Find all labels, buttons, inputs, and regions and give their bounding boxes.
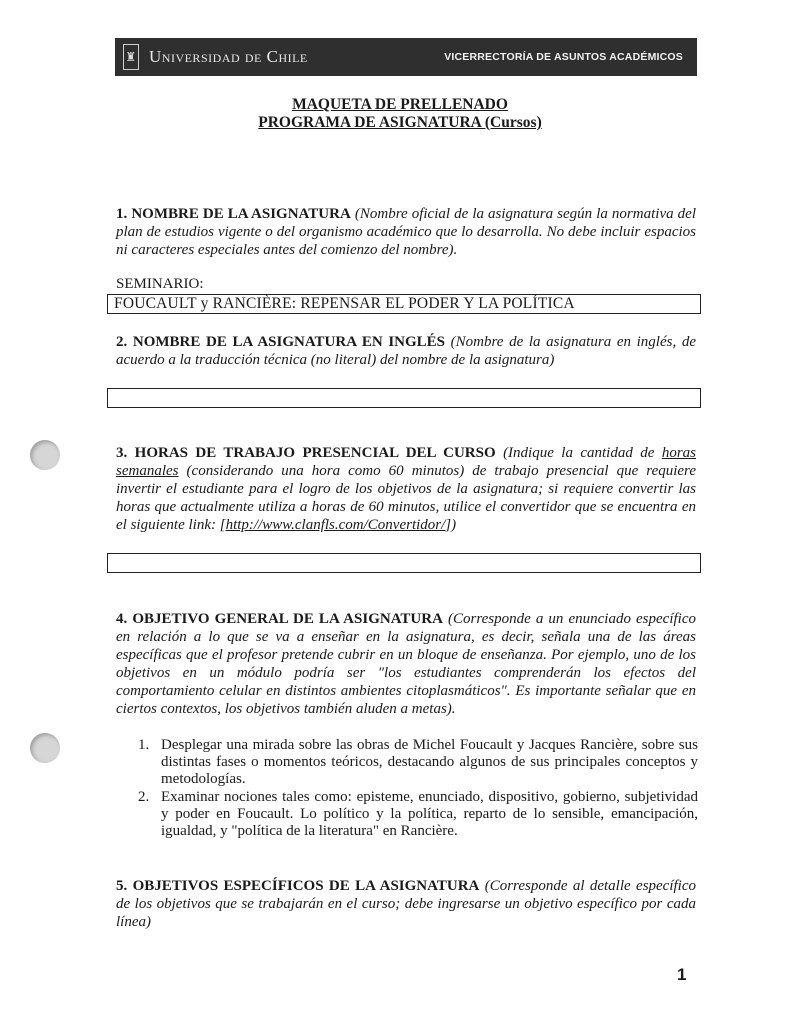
section1-text	[116, 205, 696, 259]
list-item-number: 2.	[138, 789, 150, 805]
section3-desc-underlined: horas semanales	[116, 445, 697, 479]
university-brand	[123, 44, 308, 70]
punch-hole	[30, 733, 60, 763]
punch-hole	[30, 440, 60, 470]
converter-link[interactable]: http://www.clanfls.com/Convertidor/	[225, 517, 446, 533]
section3-desc-part2: (considerando una hora como 60 minutos) de trabajo presencial que requiere invertir el estudiante para el logro de los objetivos de la asignatura; si requiere convertir las horas que actualmente utiliza a horas de 60 minutos, utilice el convertidor que se encuentra en el siguiente link: [	[116, 463, 696, 533]
list-item-text: Desplegar una mirada sobre las obras de Michel Foucault y Jacques Rancière, sobre sus distintas fases o momentos teóricos, destacando algunos de sus principales conceptos y metodologías.	[161, 737, 698, 787]
section5-heading: 5. OBJETIVOS ESPECÍFICOS DE LA ASIGNATURA	[116, 878, 480, 894]
list-item	[138, 789, 698, 840]
section4-text	[116, 610, 696, 718]
section2-description: (Nombre de la asignatura en inglés, de acuerdo a la traducción técnica (no literal) del nombre de la asignatura)	[116, 334, 696, 368]
hours-field[interactable]	[107, 553, 701, 573]
section1-label: SEMINARIO:	[116, 276, 204, 292]
english-name-field[interactable]	[107, 388, 701, 408]
section1-heading: 1. NOMBRE DE LA ASIGNATURA	[116, 206, 351, 222]
list-item-text: Examinar nociones tales como: episteme, enunciado, dispositivo, gobierno, subjetividad y poder en Foucault. Lo político y la política, reparto de lo sensible, emancipación, igualdad, y "política de la literatura" en Rancière.	[161, 789, 698, 839]
general-objectives-list	[138, 737, 698, 841]
section2-text	[116, 333, 696, 369]
section3-heading: 3. HORAS DE TRABAJO PRESENCIAL DEL CURSO	[116, 445, 496, 461]
university-name: Universidad de Chile	[149, 47, 308, 66]
list-item	[138, 737, 698, 788]
section1-description: (Nombre oficial de la asignatura según la normativa del plan de estudios vigente o del organismo académico que lo desarrolla. No debe incluir espacios ni caracteres especiales antes del comienzo del nombre).	[116, 206, 696, 258]
section4-heading: 4. OBJETIVO GENERAL DE LA ASIGNATURA	[116, 611, 443, 627]
section4-description: (Corresponde a un enunciado específico en relación a lo que se va a enseñar en la asignatura, es decir, señala una de las áreas específicas que el profesor pretende cubrir en un bloque de enseñanza. Por ejemplo, uno de los objetivos en un módulo podría ser "los estudiantes comprenderán los efectos del comportamiento celular en distintos ambientes citoplasmáticos". Es importante señalar que en ciertos contextos, los objetivos también aluden a metas).	[116, 611, 696, 717]
section2-heading: 2. NOMBRE DE LA ASIGNATURA EN INGLÉS	[116, 334, 446, 350]
document-title-line2: PROGRAMA DE ASIGNATURA (Cursos)	[258, 114, 542, 131]
course-name-field[interactable]: FOUCAULT y RANCIÈRE: REPENSAR EL PODER Y LA POLÍTICA	[107, 294, 701, 314]
section3-desc-part1: (Indique la cantidad de	[503, 445, 662, 461]
section5-description: (Corresponde al detalle específico de los objetivos que se trabajarán en el curso; debe ingresarse un objetivo específico por cada línea)	[116, 878, 697, 930]
section5-text	[116, 877, 696, 931]
section3-desc-part3: ])	[445, 517, 457, 533]
university-crest-icon: ♜	[123, 44, 139, 70]
department-name: VICERRECTORÍA DE ASUNTOS ACADÉMICOS	[444, 51, 683, 63]
section3-text	[116, 444, 696, 534]
list-item-number: 1.	[138, 737, 150, 753]
header-bar	[115, 38, 697, 76]
document-title-line1: MAQUETA DE PRELLENADO	[292, 96, 508, 113]
page-number: 1	[677, 965, 687, 984]
